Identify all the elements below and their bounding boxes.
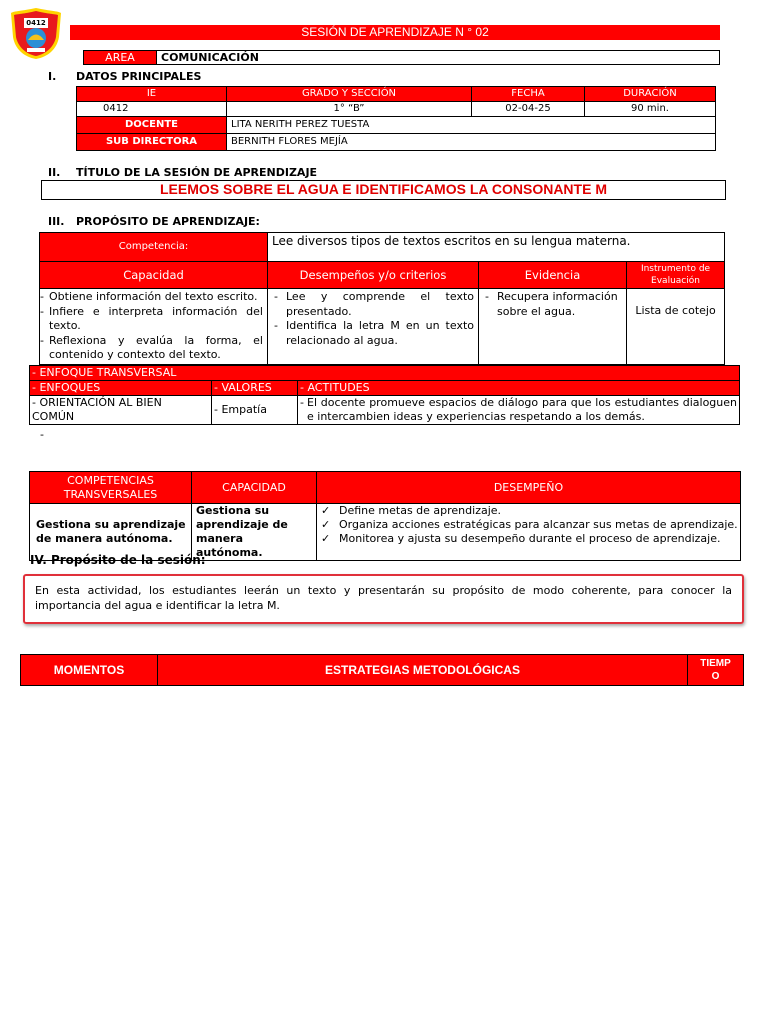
competencia-label: Competencia: (40, 233, 268, 262)
enfoque-table (29, 365, 740, 425)
header-momentos: MOMENTOS (21, 655, 158, 686)
enfoque-value-text: ORIENTACIÓN AL BIEN COMÚN (32, 396, 162, 423)
list-item: - Infiere e interpreta información del texto. (40, 305, 263, 334)
section-number: I. (48, 70, 57, 83)
checklist-item: ✓ Organiza acciones estratégicas para alcanzar sus metas de aprendizaje. (319, 518, 738, 532)
value-ie: 0412 (77, 102, 227, 117)
subdir-name: BERNITH FLORES MEJÍA (227, 134, 716, 151)
datos-table (76, 86, 716, 151)
competencia-transversal: Gestiona su aprendizaje de manera autónoma. (30, 504, 192, 561)
desempenos-list (274, 290, 474, 348)
header-capacidad: CAPACIDAD (192, 472, 317, 504)
header-desempeno: DESEMPEÑO (317, 472, 741, 504)
section-title: PROPÓSITO DE APRENDIZAJE: (76, 215, 260, 228)
checklist-item: ✓ Monitorea y ajusta su desempeño durante el proceso de aprendizaje. (319, 532, 738, 546)
competencia-text: Lee diversos tipos de textos escritos en su lengua materna. (268, 233, 725, 262)
sesion-box (23, 574, 744, 624)
instrumento-cell: Lista de cotejo (627, 289, 725, 365)
header-ie: IE (77, 87, 227, 102)
section-number: II. (48, 166, 61, 179)
header-valores-text: VALORES (221, 381, 272, 394)
proposito-table (39, 232, 725, 365)
list-item: - Recupera información sobre el agua. (485, 290, 622, 319)
header-valores: - VALORES (212, 381, 298, 396)
section-title: DATOS PRINCIPALES (76, 70, 202, 83)
header-actitudes-text: ACTITUDES (307, 381, 370, 394)
header-enfoques-text: ENFOQUES (39, 381, 101, 394)
section-titulo (48, 166, 748, 180)
value-fecha: 02-04-25 (472, 102, 585, 117)
header-enfoques: - ENFOQUES (30, 381, 212, 396)
section-proposito (48, 215, 748, 229)
capacidades-list (40, 290, 263, 363)
list-item: - Identifica la letra M en un texto relacionado al agua. (274, 319, 474, 348)
school-logo (10, 7, 62, 60)
section-datos (48, 70, 748, 84)
list-item: - Lee y comprende el texto presentado. (274, 290, 474, 319)
value-grado: 1° “B” (227, 102, 472, 117)
desempenos-cell (317, 504, 741, 561)
evidencias-cell (479, 289, 627, 365)
docente-name: LITA NERITH PEREZ TUESTA (227, 117, 716, 134)
section-number: III. (48, 215, 65, 228)
actitud-cell (298, 396, 740, 425)
capacidad-transversal: Gestiona su aprendizaje de manera autónoma. (192, 504, 317, 561)
sesion-title: IV. Propósito de la sesión: (30, 553, 206, 567)
value-duracion: 90 min. (585, 102, 716, 117)
header-desempenos: Desempeños y/o criterios (268, 262, 479, 289)
area-value: COMUNICACIÓN (157, 51, 720, 65)
header-instrumento: Instrumento de Evaluación (627, 262, 725, 289)
header-evidencia: Evidencia (479, 262, 627, 289)
subdir-label: SUB DIRECTORA (77, 134, 227, 151)
actitud-list (300, 396, 737, 424)
checklist-item: ✓ Define metas de aprendizaje. (319, 504, 738, 518)
session-banner: SESIÓN DE APRENDIZAJE N ° 02 (70, 25, 720, 40)
sesion-text: En esta actividad, los estudiantes leerán un texto y presentarán su propósito de modo coherente, para conocer la importancia del agua e identificar la letra M. (35, 584, 732, 612)
header-capacidad: Capacidad (40, 262, 268, 289)
area-table (83, 50, 720, 65)
header-fecha: FECHA (472, 87, 585, 102)
trailing-dash: - (40, 428, 44, 441)
valor-value-text: Empatía (221, 403, 267, 416)
header-actitudes: - ACTITUDES (298, 381, 740, 396)
enfoque-title: - ENFOQUE TRANSVERSAL (30, 366, 740, 381)
list-item: - El docente promueve espacios de diálogo para que los estudiantes dialoguen e intercambien ideas y experiencias respetando a los demás. (300, 396, 737, 424)
transversales-table (29, 471, 741, 561)
logo-number: 0412 (26, 19, 46, 27)
desempenos-cell (268, 289, 479, 365)
list-item: - Obtiene información del texto escrito. (40, 290, 263, 305)
docente-label: DOCENTE (77, 117, 227, 134)
valor-value: - Empatía (212, 396, 298, 425)
desempenos-checklist (319, 504, 738, 546)
header-competencias: COMPETENCIAS TRANSVERSALES (30, 472, 192, 504)
header-tiempo: TIEMPO (688, 655, 744, 686)
list-item: - Reflexiona y evalúa la forma, el contenido y contexto del texto. (40, 334, 263, 363)
capacidades-cell (40, 289, 268, 365)
momentos-table (20, 654, 744, 686)
header-duracion: DURACIÓN (585, 87, 716, 102)
evidencias-list (485, 290, 622, 319)
header-grado: GRADO Y SECCIÓN (227, 87, 472, 102)
section-title: TÍTULO DE LA SESIÓN DE APRENDIZAJE (76, 166, 318, 179)
enfoque-title-text: ENFOQUE TRANSVERSAL (39, 366, 177, 379)
header-estrategias: ESTRATEGIAS METODOLÓGICAS (158, 655, 688, 686)
area-label: AREA (84, 51, 157, 65)
session-title: LEEMOS SOBRE EL AGUA E IDENTIFICAMOS LA CONSONANTE M (160, 181, 607, 197)
enfoque-value: - ORIENTACIÓN AL BIEN COMÚN (30, 396, 212, 425)
